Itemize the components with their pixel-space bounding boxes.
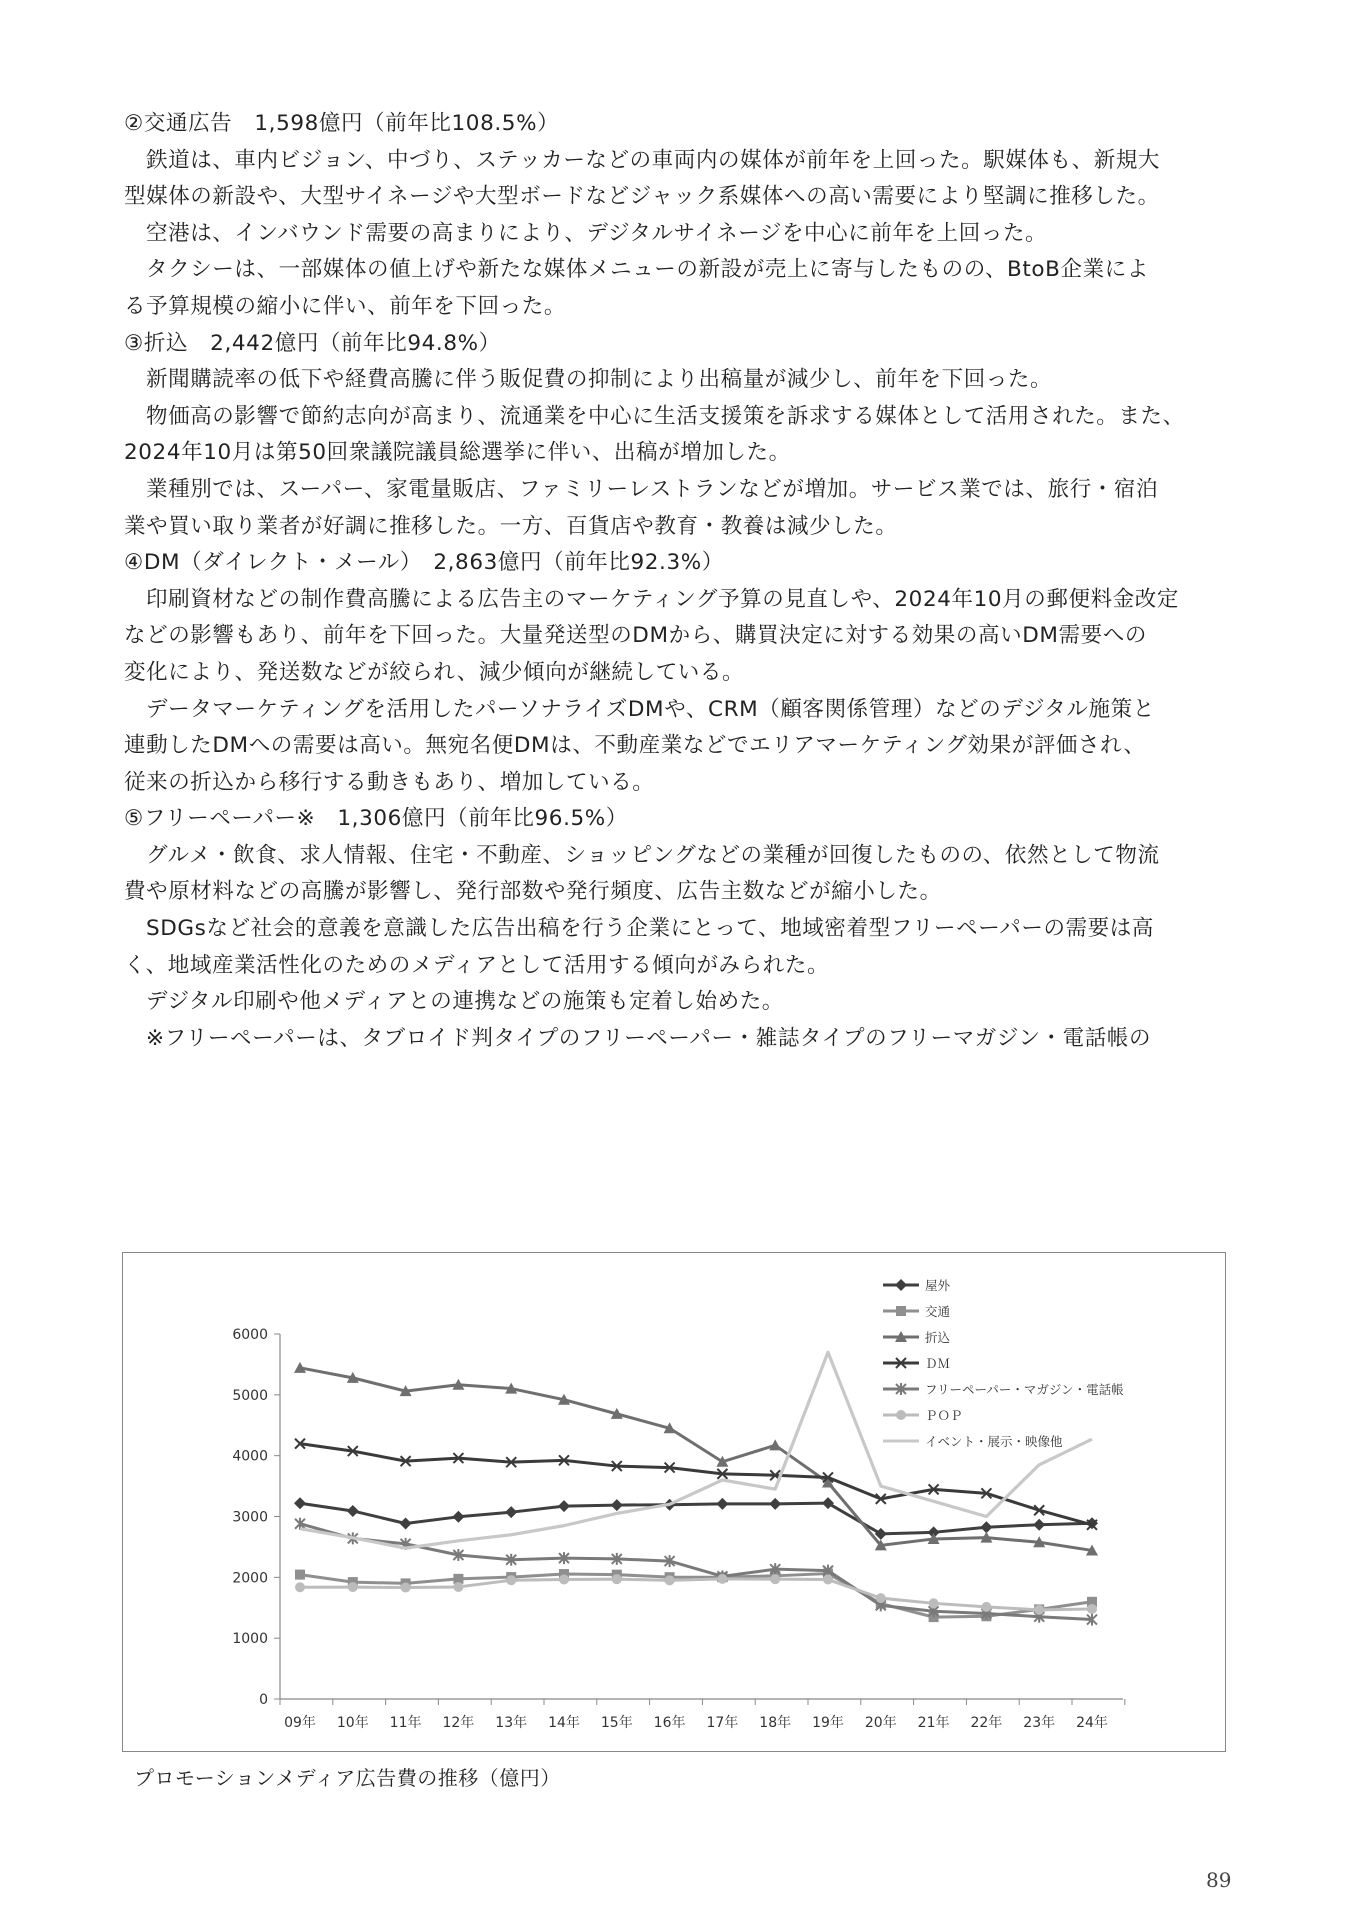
data-point — [611, 1499, 623, 1511]
x-tick-label: 22年 — [970, 1715, 1003, 1731]
text-line: データマーケティングを活用したパーソナライズDMや、CRM（顧客関係管理）などのデジタル施策と — [146, 696, 1155, 722]
page-number: 89 — [1206, 1868, 1232, 1892]
text-line: ③折込 2,442億円（前年比94.8%） — [124, 330, 501, 356]
data-point — [981, 1602, 991, 1612]
data-point — [769, 1439, 781, 1450]
data-point — [875, 1528, 887, 1540]
legend-label: フリーペーパー・マガジン・電話帳 — [925, 1382, 1124, 1397]
text-line: 鉄道は、車内ビジョン、中づり、ステッカーなどの車両内の媒体が前年を上回った。駅媒体も、新規大 — [146, 147, 1161, 173]
data-point — [295, 1582, 305, 1592]
text-line: などの影響もあり、前年を下回った。大量発送型のDMから、購買決定に対する効果の高いDM需要への — [124, 623, 1147, 649]
data-point — [506, 1575, 516, 1585]
data-point — [823, 1575, 833, 1585]
data-point — [929, 1598, 939, 1608]
x-tick-label: 16年 — [653, 1715, 686, 1731]
data-point — [558, 1500, 570, 1512]
text-line: タクシーは、一部媒体の値上げや新たな媒体メニューの新設が売上に寄与したものの、BtoB企業によ — [146, 257, 1149, 283]
text-line: デジタル印刷や他メディアとの連携などの施策も定着し始めた。 — [146, 989, 784, 1015]
text-line: る予算規模の縮小に伴い、前年を下回った。 — [124, 293, 567, 319]
x-tick-label: 17年 — [706, 1715, 739, 1731]
data-point — [295, 1570, 305, 1580]
text-line: く、地域産業活性化のためのメディアとして活用する傾向がみられた。 — [124, 952, 830, 978]
y-tick-label: 0 — [259, 1692, 268, 1708]
data-point — [612, 1574, 622, 1584]
text-line: 従来の折込から移行する動きもあり、増加している。 — [124, 769, 655, 795]
x-tick-label: 12年 — [442, 1715, 475, 1731]
x-tick-label: 21年 — [917, 1715, 950, 1731]
x-tick-label: 19年 — [812, 1715, 844, 1731]
data-point — [400, 1517, 412, 1529]
text-line: 業種別では、スーパー、家電量販店、ファミリーレストランなどが増加。サービス業では、旅行・宿泊 — [146, 476, 1159, 502]
text-line: 業や買い取り業者が好調に推移した。一方、百貨店や教育・教養は減少した。 — [124, 513, 898, 539]
text-line: 印刷資材などの制作費高騰による広告主のマーケティング予算の見直しや、2024年10月の郵便料金改定 — [146, 586, 1179, 612]
legend-label: イベント・展示・映像他 — [925, 1434, 1063, 1449]
legend-label: 交通 — [925, 1304, 951, 1319]
data-point — [770, 1574, 780, 1584]
text-line: 新聞購読率の低下や経費高騰に伴う販促費の抑制により出稿量が減少し、前年を下回った。 — [146, 367, 1053, 393]
data-point — [769, 1498, 781, 1510]
text-line: 物価高の影響で節約志向が高まり、流通業を中心に生活支援策を訴求する媒体として活用された。また、 — [146, 403, 1185, 429]
data-point — [1033, 1519, 1045, 1531]
text-line: ④DM（ダイレクト・メール） 2,863億円（前年比92.3%） — [124, 550, 724, 576]
y-tick-label: 3000 — [232, 1509, 268, 1526]
data-point — [452, 1511, 464, 1523]
text-line: 2024年10月は第50回衆議院議員総選挙に伴い、出稿が増加した。 — [124, 440, 791, 466]
text-line: ⑤フリーペーパー※ 1,306億円（前年比96.5%） — [124, 806, 628, 832]
data-point — [1034, 1605, 1044, 1615]
data-point — [1087, 1604, 1097, 1614]
series-line — [300, 1503, 1092, 1534]
legend-marker — [895, 1279, 907, 1291]
data-point — [980, 1521, 992, 1533]
data-point — [665, 1575, 675, 1585]
data-point — [559, 1574, 569, 1584]
chart-caption: プロモーションメディア広告費の推移（億円） — [134, 1766, 561, 1790]
legend-marker — [896, 1306, 906, 1316]
x-tick-label: 23年 — [1023, 1715, 1056, 1731]
data-point — [822, 1497, 834, 1509]
legend-marker — [896, 1410, 906, 1420]
text-line: ※フリーペーパーは、タブロイド判タイプのフリーペーパー・雑誌タイプのフリーマガジン・電話帳の — [146, 1025, 1152, 1051]
x-tick-label: 11年 — [389, 1715, 422, 1731]
data-point — [717, 1574, 727, 1584]
x-tick-label: 24年 — [1076, 1715, 1108, 1731]
text-line: ②交通広告 1,598億円（前年比108.5%） — [124, 111, 560, 136]
text-line: SDGsなど社会的意義を意識した広告出稿を行う企業にとって、地域密着型フリーペーパーの需要は高 — [146, 916, 1154, 942]
data-point — [876, 1593, 886, 1603]
data-point — [401, 1583, 411, 1593]
data-point — [716, 1498, 728, 1510]
x-tick-label: 15年 — [600, 1715, 633, 1731]
text-line: 変化により、発送数などが絞られ、減少傾向が継続している。 — [124, 659, 745, 685]
data-point — [348, 1582, 358, 1592]
y-tick-label: 5000 — [232, 1387, 268, 1404]
x-tick-label: 13年 — [495, 1715, 528, 1731]
text-line: グルメ・飲食、求人情報、住宅・不動産、ショッピングなどの業種が回復したものの、依然として物流 — [146, 842, 1160, 868]
data-point — [294, 1497, 306, 1509]
x-tick-label: 14年 — [548, 1715, 580, 1731]
data-point — [347, 1505, 359, 1517]
body-text — [124, 106, 1230, 1057]
text-line: 連動したDMへの需要は高い。無宛名便DMは、不動産業などでエリアマーケティング効果が評価され、 — [124, 733, 1146, 759]
legend-label: 屋外 — [925, 1278, 951, 1293]
x-tick-label: 18年 — [759, 1715, 792, 1731]
line-chart — [123, 1253, 1227, 1753]
x-tick-label: 20年 — [864, 1715, 897, 1731]
text-line: 型媒体の新設や、大型サイネージや大型ボードなどジャック系媒体への高い需要により堅調に推移した。 — [124, 184, 1160, 210]
legend-label: ＤＭ — [925, 1356, 951, 1371]
x-tick-label: 09年 — [284, 1715, 316, 1731]
y-tick-label: 4000 — [232, 1448, 268, 1465]
x-tick-label: 10年 — [336, 1715, 369, 1731]
promotion-media-chart — [122, 1252, 1226, 1752]
legend-label: 折込 — [925, 1330, 951, 1345]
y-tick-label: 2000 — [232, 1570, 268, 1587]
text-line: 空港は、インバウンド需要の高まりにより、デジタルサイネージを中心に前年を上回った。 — [146, 220, 1048, 246]
data-point — [453, 1582, 463, 1592]
text-line: 費や原材料などの高騰が影響し、発行部数や発行頻度、広告主数などが縮小した。 — [124, 879, 942, 905]
legend-label: ＰＯＰ — [925, 1408, 963, 1423]
y-tick-label: 6000 — [232, 1327, 268, 1343]
data-point — [505, 1506, 517, 1518]
y-tick-label: 1000 — [232, 1631, 268, 1648]
